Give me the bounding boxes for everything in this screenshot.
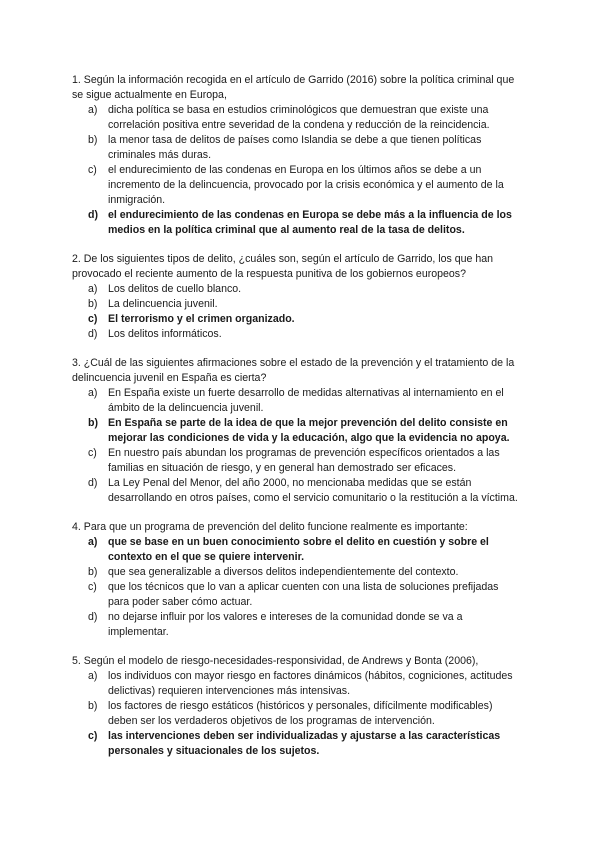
option-letter: b) bbox=[88, 417, 98, 429]
option-c-correct bbox=[72, 729, 522, 759]
option-b bbox=[72, 133, 522, 163]
option-b bbox=[72, 565, 522, 580]
option-text: La Ley Penal del Menor, del año 2000, no mencionaba medidas que se están desarrollando en otros países, como el servicio comunitario o la restitución a la víctima. bbox=[108, 477, 518, 504]
question-text: 1. Según la información recogida en el artículo de Garrido (2016) sobre la política criminal que se sigue actualmente en Europa, bbox=[72, 74, 515, 101]
question-4 bbox=[72, 520, 522, 640]
option-letter: d) bbox=[88, 477, 98, 489]
option-letter: c) bbox=[88, 164, 97, 176]
question-text: 4. Para que un programa de prevención del delito funcione realmente es importante: bbox=[72, 521, 468, 533]
option-text: las intervenciones deben ser individualizadas y ajustarse a las características personales y situacionales de los sujetos. bbox=[108, 730, 501, 757]
option-letter: a) bbox=[88, 536, 98, 548]
option-text: Los delitos de cuello blanco. bbox=[108, 283, 242, 295]
option-letter: b) bbox=[88, 298, 98, 310]
option-text: En España existe un fuerte desarrollo de medidas alternativas al internamiento en el ámbito de la delincuencia juvenil. bbox=[108, 387, 504, 414]
option-d bbox=[72, 327, 522, 342]
option-letter: c) bbox=[88, 447, 97, 459]
option-a bbox=[72, 103, 522, 133]
option-letter: c) bbox=[88, 313, 98, 325]
question-text: 2. De los siguientes tipos de delito, ¿cuáles son, según el artículo de Garrido, los que han provocado el reciente aumento de la respuesta punitiva de los gobiernos europeos? bbox=[72, 253, 494, 280]
option-c-correct bbox=[72, 312, 522, 327]
option-text: que los técnicos que lo van a aplicar cuenten con una lista de soluciones prefijadas para poder saber cómo actuar. bbox=[108, 581, 499, 608]
option-letter: b) bbox=[88, 566, 98, 578]
option-text: En nuestro país abundan los programas de prevención específicos orientados a las familias en situación de riesgo, y en general han demostrado ser eficaces. bbox=[108, 447, 500, 474]
option-text: que sea generalizable a diversos delitos independientemente del contexto. bbox=[108, 566, 459, 578]
option-text: el endurecimiento de las condenas en Europa en los últimos años se debe a un incremento de la delincuencia, provocado por la crisis económica y el aumento de la inmigración. bbox=[108, 164, 504, 206]
option-letter: a) bbox=[88, 104, 98, 116]
option-c bbox=[72, 163, 522, 208]
option-a bbox=[72, 386, 522, 416]
option-c bbox=[72, 580, 522, 610]
option-text: la menor tasa de delitos de países como Islandia se debe a que tienen políticas criminales más duras. bbox=[108, 134, 482, 161]
option-text: El terrorismo y el crimen organizado. bbox=[108, 313, 295, 325]
option-text: no dejarse influir por los valores e intereses de la comunidad donde se va a implementar. bbox=[108, 611, 463, 638]
option-d bbox=[72, 610, 522, 640]
option-text: los factores de riesgo estáticos (históricos y personales, difícilmente modificables) deben ser los verdaderos objetivos de los programas de intervención. bbox=[108, 700, 493, 727]
option-b-correct bbox=[72, 416, 522, 446]
question-5 bbox=[72, 654, 522, 759]
option-letter: a) bbox=[88, 283, 98, 295]
option-letter: c) bbox=[88, 730, 98, 742]
option-a bbox=[72, 669, 522, 699]
option-text: los individuos con mayor riesgo en factores dinámicos (hábitos, cogniciones, actitudes delictivas) requieren intervenciones más intensivas. bbox=[108, 670, 513, 697]
document-page bbox=[72, 73, 522, 773]
option-text: que se base en un buen conocimiento sobre el delito en cuestión y sobre el contexto en el que se quiere intervenir. bbox=[108, 536, 489, 563]
option-letter: d) bbox=[88, 328, 98, 340]
option-list bbox=[72, 103, 522, 238]
option-letter: d) bbox=[88, 611, 98, 623]
question-1 bbox=[72, 73, 522, 238]
option-letter: a) bbox=[88, 670, 98, 682]
option-a-correct bbox=[72, 535, 522, 565]
option-list bbox=[72, 535, 522, 640]
option-d bbox=[72, 476, 522, 506]
option-a bbox=[72, 282, 522, 297]
option-letter: c) bbox=[88, 581, 97, 593]
option-letter: a) bbox=[88, 387, 98, 399]
option-text: dicha política se basa en estudios criminológicos que demuestran que existe una correlación positiva entre severidad de la condena y reducción de la reincidencia. bbox=[108, 104, 490, 131]
option-list bbox=[72, 669, 522, 759]
option-list bbox=[72, 282, 522, 342]
option-d-correct bbox=[72, 208, 522, 238]
option-c bbox=[72, 446, 522, 476]
option-text: Los delitos informáticos. bbox=[108, 328, 222, 340]
option-list bbox=[72, 386, 522, 506]
option-b bbox=[72, 297, 522, 312]
question-text: 5. Según el modelo de riesgo-necesidades-responsividad, de Andrews y Bonta (2006), bbox=[72, 655, 479, 667]
option-text: La delincuencia juvenil. bbox=[108, 298, 218, 310]
option-text: el endurecimiento de las condenas en Europa se debe más a la influencia de los medios en la política criminal que al aumento real de la tasa de delitos. bbox=[108, 209, 512, 236]
option-letter: b) bbox=[88, 134, 98, 146]
option-text: En España se parte de la idea de que la mejor prevención del delito consiste en mejorar las condiciones de vida y la educación, algo que la evidencia no apoya. bbox=[108, 417, 510, 444]
option-letter: b) bbox=[88, 700, 98, 712]
question-2 bbox=[72, 252, 522, 342]
question-3 bbox=[72, 356, 522, 506]
option-letter: d) bbox=[88, 209, 98, 221]
question-text: 3. ¿Cuál de las siguientes afirmaciones sobre el estado de la prevención y el tratamiento de la delincuencia juvenil en España es cierta? bbox=[72, 357, 515, 384]
option-b bbox=[72, 699, 522, 729]
